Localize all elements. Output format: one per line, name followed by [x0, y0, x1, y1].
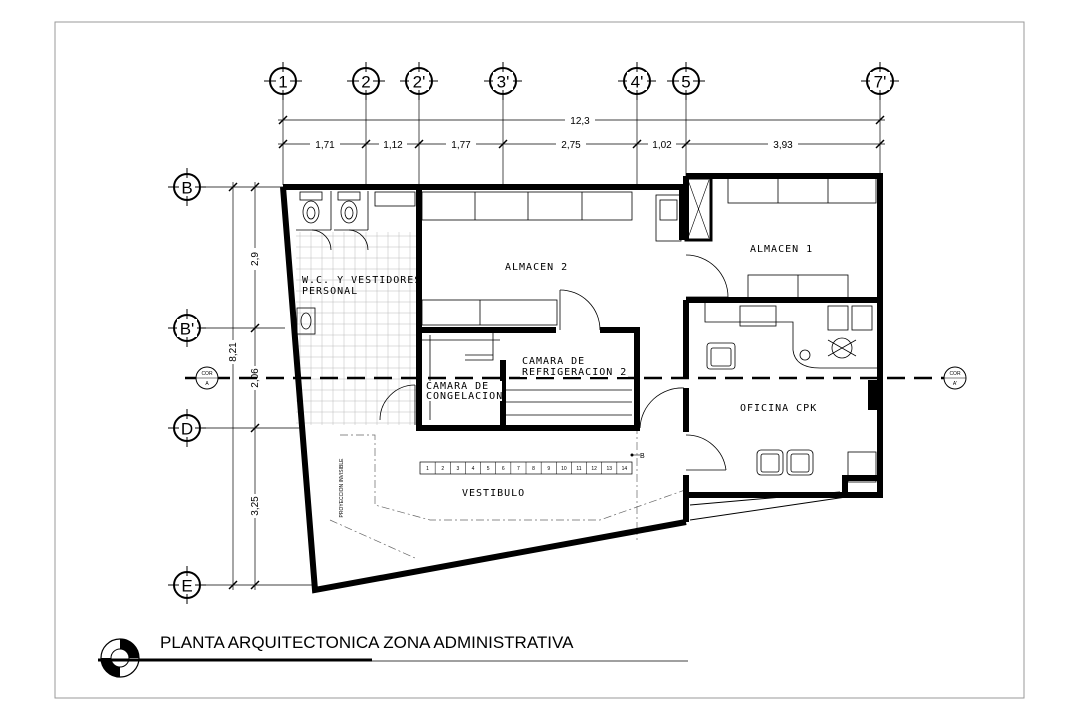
room-label-camara-cong-2: CONGELACION — [426, 391, 504, 402]
fixtures — [296, 178, 878, 482]
left-dimension-texts — [227, 248, 261, 518]
stair-step-number: 4 — [471, 466, 475, 472]
section-marker-right — [944, 367, 966, 389]
dim-row-B-Bprime: 2,9 — [250, 252, 261, 266]
stair-step-number: 3 — [456, 466, 460, 472]
section-right-top-text: COR — [949, 371, 961, 377]
chair-icon — [757, 450, 783, 475]
grid-label-row-D: D — [180, 419, 194, 439]
stair — [420, 453, 645, 474]
dim-row-D-E: 3,25 — [250, 496, 261, 516]
column-labels — [276, 72, 890, 92]
grid-label-col-1: 1 — [278, 72, 288, 92]
dim-total-height: 8,21 — [228, 342, 239, 362]
chair-icon — [787, 450, 813, 475]
row-labels — [177, 178, 197, 596]
chair-icon — [828, 338, 856, 358]
sink-icon — [297, 308, 315, 334]
dim-col-2prime-3prime: 1,77 — [451, 140, 471, 151]
room-label-oficina: OFICINA CPK — [740, 403, 818, 414]
stair-step-number: 9 — [547, 466, 551, 472]
stair-step-number: 7 — [517, 466, 520, 472]
stair-step-number: 2 — [441, 466, 445, 472]
dim-total-width: 12,3 — [570, 116, 590, 127]
grid-label-row-Bprime: B' — [179, 319, 195, 339]
stair-step-number: 8 — [532, 466, 535, 472]
stair-step-number: 10 — [561, 466, 567, 472]
room-label-almacen1: ALMACEN 1 — [750, 244, 814, 255]
stair-step-number: 1 — [426, 466, 429, 472]
room-label-camara-ref-2: REFRIGERACION 2 — [522, 367, 628, 378]
toilet-icon — [338, 192, 360, 223]
top-dimension-texts — [310, 114, 798, 151]
room-label-camara-ref-1: CAMARA DE — [522, 356, 586, 367]
grid-label-col-3prime: 3' — [496, 72, 510, 92]
room-label-wc-1: W.C. Y VESTIDORES — [302, 275, 422, 286]
dim-col-3prime-4prime: 2,75 — [561, 140, 581, 151]
projection-note: PROYECCION INVISIBLE — [339, 458, 345, 518]
stair-label: B — [640, 453, 645, 460]
drawing-title: PLANTA ARQUITECTONICA ZONA ADMINISTRATIVA — [160, 633, 574, 652]
dim-col-1-2: 1,71 — [315, 140, 335, 151]
grid-label-col-7prime: 7' — [873, 72, 887, 92]
section-left-top-text: COR — [201, 371, 213, 377]
dim-col-2-2prime: 1,12 — [383, 140, 403, 151]
stair-step-number: 12 — [591, 466, 597, 472]
grid-label-row-E: E — [181, 576, 193, 596]
grid-label-col-2prime: 2' — [412, 72, 426, 92]
section-right-bottom-text: A' — [952, 381, 958, 387]
projection-lines — [330, 330, 685, 558]
dim-col-4prime-5: 1,02 — [652, 140, 672, 151]
walls — [283, 176, 880, 590]
section-left-bottom-text: A — [205, 381, 209, 387]
room-label-wc-2: PERSONAL — [302, 286, 359, 297]
stair-step-number: 14 — [621, 466, 628, 472]
stair-step-number: 6 — [501, 466, 505, 472]
stair-step-number: 11 — [576, 466, 582, 472]
drawing-title-block — [98, 633, 688, 677]
chair-icon — [707, 343, 735, 369]
toilet-icon — [300, 192, 322, 223]
grid-label-row-B: B — [181, 178, 193, 198]
room-label-camara-cong-1: CAMARA DE — [426, 381, 490, 392]
room-labels — [302, 244, 817, 517]
dim-col-5-7prime: 3,93 — [773, 140, 793, 151]
dim-row-Bprime-D: 2,06 — [250, 368, 261, 388]
grid-label-col-5: 5 — [681, 72, 691, 92]
wc-tile-pattern — [296, 232, 416, 425]
grid-label-col-2: 2 — [361, 72, 371, 92]
stair-step-number: 13 — [606, 466, 613, 472]
grid-label-col-4prime: 4' — [630, 72, 644, 92]
section-marker-left — [196, 367, 218, 389]
stair-step-number: 5 — [486, 466, 490, 472]
room-label-vestibulo: VESTIBULO — [462, 488, 526, 499]
room-label-almacen2: ALMACEN 2 — [505, 262, 569, 273]
